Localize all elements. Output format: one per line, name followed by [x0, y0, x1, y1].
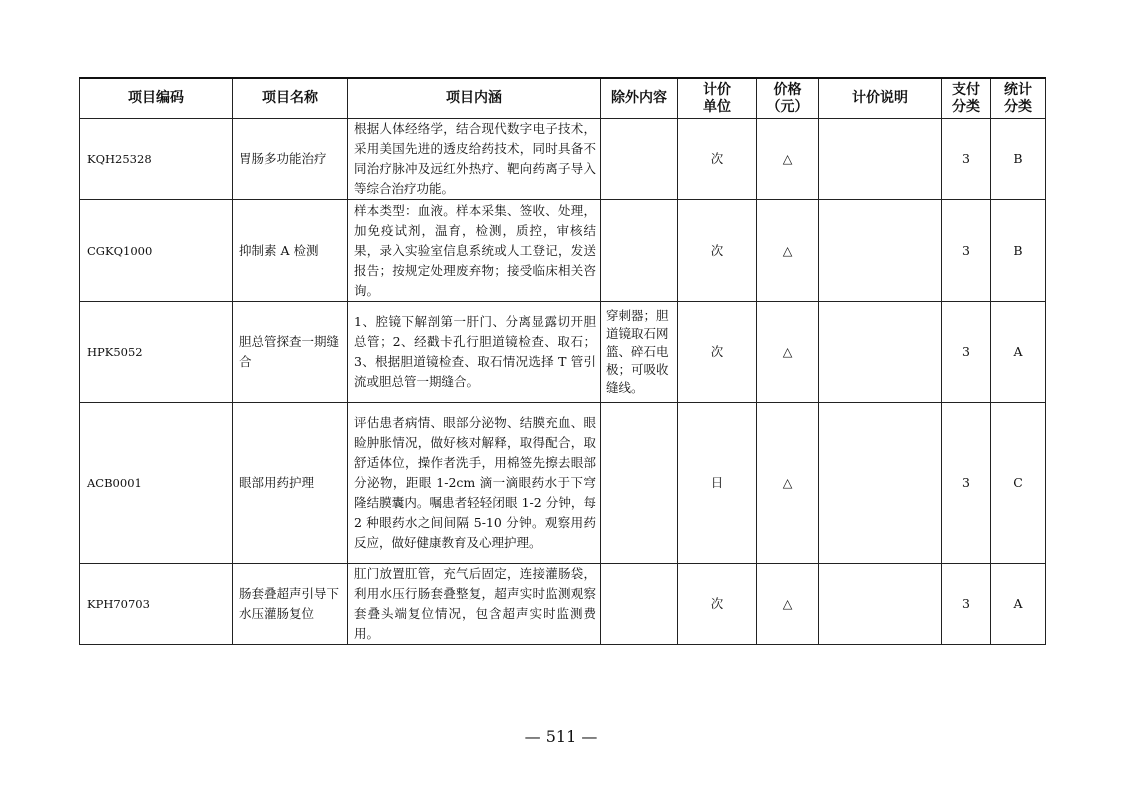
item-price: △ [757, 302, 819, 403]
item-exclusions [601, 119, 678, 200]
item-name: 肠套叠超声引导下水压灌肠复位 [233, 564, 348, 645]
header-exclusions: 除外内容 [601, 78, 678, 119]
pricing-table [79, 77, 1046, 645]
item-payment-class: 3 [942, 302, 991, 403]
item-price: △ [757, 119, 819, 200]
item-payment-class: 3 [942, 564, 991, 645]
header-code: 项目编码 [80, 78, 233, 119]
item-pricing-note [819, 302, 942, 403]
table-row [80, 200, 1046, 302]
item-pricing-note [819, 403, 942, 564]
header-payment-class: 支付 分类 [942, 78, 991, 119]
item-payment-class: 3 [942, 200, 991, 302]
item-code: KQH25328 [80, 119, 233, 200]
item-name: 眼部用药护理 [233, 403, 348, 564]
header-unit: 计价 单位 [678, 78, 757, 119]
item-price: △ [757, 200, 819, 302]
item-exclusions [601, 200, 678, 302]
item-unit: 次 [678, 200, 757, 302]
item-unit: 日 [678, 403, 757, 564]
item-unit: 次 [678, 119, 757, 200]
header-content: 项目内涵 [348, 78, 601, 119]
item-unit: 次 [678, 564, 757, 645]
item-stat-class: A [991, 564, 1046, 645]
header-price: 价格 （元） [757, 78, 819, 119]
item-exclusions [601, 564, 678, 645]
item-content: 根据人体经络学，结合现代数字电子技术，采用美国先进的透皮给药技术，同时具备不同治疗脉冲及远红外热疗、靶向药离子导入等综合治疗功能。 [348, 119, 601, 200]
item-unit: 次 [678, 302, 757, 403]
item-content: 评估患者病情、眼部分泌物、结膜充血、眼睑肿胀情况，做好核对解释，取得配合，取舒适体位，操作者洗手，用棉签先擦去眼部分泌物，距眼 1-2cm 滴一滴眼药水于下穹隆结膜囊内。嘱患者轻轻闭眼 1-2 分钟，每 2 种眼药水之间间隔 5-10 分钟。观察用药反应，做好健康教育及心理护理。 [348, 403, 601, 564]
item-name: 胃肠多功能治疗 [233, 119, 348, 200]
item-code: CGKQ1000 [80, 200, 233, 302]
table-row [80, 119, 1046, 200]
item-exclusions: 穿刺器；胆道镜取石网篮、碎石电极；可吸收缝线。 [601, 302, 678, 403]
table-row [80, 302, 1046, 403]
item-content: 肛门放置肛管，充气后固定，连接灌肠袋，利用水压行肠套叠整复，超声实时监测观察套叠头端复位情况，包含超声实时监测费用。 [348, 564, 601, 645]
item-name: 胆总管探查一期缝合 [233, 302, 348, 403]
header-pricing-note: 计价说明 [819, 78, 942, 119]
item-code: ACB0001 [80, 403, 233, 564]
header-row [80, 78, 1046, 119]
page-number: — 511 — [524, 727, 598, 746]
item-name: 抑制素 A 检测 [233, 200, 348, 302]
item-pricing-note [819, 119, 942, 200]
item-price: △ [757, 403, 819, 564]
item-code: HPK5052 [80, 302, 233, 403]
header-stat-class: 统计 分类 [991, 78, 1046, 119]
header-name: 项目名称 [233, 78, 348, 119]
item-code: KPH70703 [80, 564, 233, 645]
table-row [80, 403, 1046, 564]
item-content: 样本类型：血液。样本采集、签收、处理，加免疫试剂，温育，检测，质控，审核结果，录入实验室信息系统或人工登记，发送报告；按规定处理废弃物；接受临床相关咨询。 [348, 200, 601, 302]
table-row [80, 564, 1046, 645]
item-stat-class: C [991, 403, 1046, 564]
item-payment-class: 3 [942, 119, 991, 200]
item-pricing-note [819, 564, 942, 645]
item-pricing-note [819, 200, 942, 302]
item-stat-class: B [991, 119, 1046, 200]
item-payment-class: 3 [942, 403, 991, 564]
item-exclusions [601, 403, 678, 564]
item-price: △ [757, 564, 819, 645]
item-content: 1、腔镜下解剖第一肝门、分离显露切开胆总管；2、经戳卡孔行胆道镜检查、取石；3、根据胆道镜检查、取石情况选择 T 管引流或胆总管一期缝合。 [348, 302, 601, 403]
item-stat-class: A [991, 302, 1046, 403]
item-stat-class: B [991, 200, 1046, 302]
